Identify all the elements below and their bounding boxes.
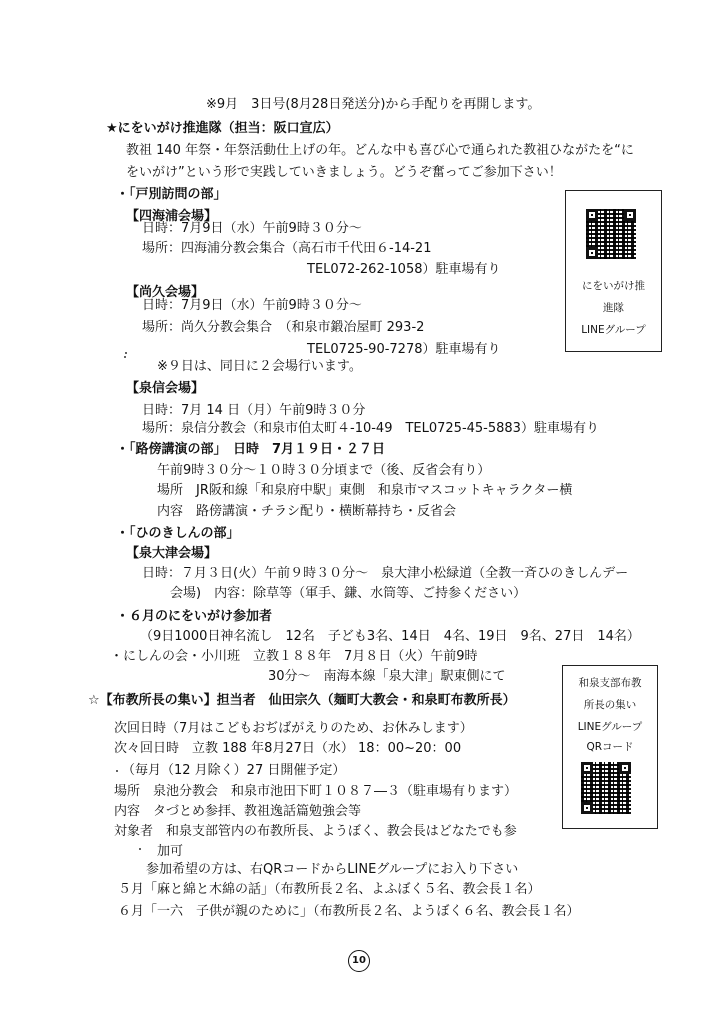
page-number: 10 <box>348 950 370 972</box>
qr-caption-3: LINEグループ <box>581 324 646 336</box>
venue-heading-shokyu: 【尚久会場】 <box>126 285 205 300</box>
intro-text-1: 教祖 140 年祭・年祭活動仕上げの年。どんな中も喜び心で通られた教祖ひながたを“に <box>126 143 634 158</box>
venue-heading-senshin: 【泉信会場】 <box>126 381 205 396</box>
notice-reissue: ※9月 3日号(8月28日発送分)から手配りを再開します。 <box>206 97 541 112</box>
qr-caption-4: QRコード <box>586 741 634 753</box>
izumiotsu-content: 会場) 内容：除草等（軍手、鎌、水筒等、ご持参ください） <box>170 586 527 601</box>
qr-caption-2: 所長の集い <box>583 699 637 711</box>
senshin-place: 場所：泉信分教会（和泉市伯太町４-10-49 TEL0725-45-5883）駐車場有り <box>142 421 599 436</box>
shokyu-datetime: 日時：7月9日（水）午前9時３０分～ <box>142 298 362 313</box>
street-preaching-place: 場所 JR阪和線「和泉府中駅」東側 和泉市マスコットキャラクター横 <box>157 483 573 498</box>
qr-code-icon[interactable] <box>586 209 636 259</box>
nishin-group-datetime: ・にしんの会・小川班 立教１８８年 7月８日（火）午前9時 <box>110 649 478 664</box>
two-venues-note: ※９日は、同日に２会場行います。 <box>157 359 362 374</box>
shikaiura-datetime: 日時：7月9日（水）午前9時３０分～ <box>142 221 362 236</box>
june-topic: ６月「一六 子供が親のために」（布教所長２名、ようぼく６名、教会長１名） <box>118 904 580 919</box>
shikaiura-place: 場所：四海浦分教会集合（高石市千代田６-14-21 <box>142 241 432 256</box>
june-participants-detail: （9日1000日神名流し 12名 子ども3名、14日 4名、19日 9名、27日 14名） <box>140 629 640 644</box>
qr-code-icon[interactable] <box>581 762 631 814</box>
speck <box>125 352 127 354</box>
shokyu-place: 場所：尚久分教会集合 （和泉市鍛冶屋町 293-2 <box>142 320 425 335</box>
subheading-hinokishin: ・「ひのきしんの部」 <box>116 526 240 541</box>
shokyu-tel: TEL0725-90-7278）駐車場有り <box>307 342 501 357</box>
intro-text-2: をいがけ”という形で実践していきましょう。どうぞ奮ってご参加下さい！ <box>126 165 562 180</box>
meeting-place: 場所 泉池分教会 和泉市池田下町１０８７―３（駐車場有ります） <box>114 784 518 799</box>
monthly-schedule-note: （毎月（12 月除く）27 日開催予定） <box>122 763 346 778</box>
street-preaching-content: 内容 路傍講演・チラシ配り・横断幕持ち・反省会 <box>157 504 457 519</box>
qr-caption-1: にをいがけ推 <box>582 280 645 292</box>
meeting-content: 内容 タづとめ参拝、教祖逸話篇勉強会等 <box>114 804 362 819</box>
section-heading-fukyosho: ☆【布教所長の集い】担当者 仙田宗久（麺町大教会・和泉町布教所長） <box>88 693 516 708</box>
meeting-target: 対象者 和泉支部管内の布教所長、ようぼく、教会長はどなたでも参 <box>114 824 517 839</box>
meeting-target-cont: 加可 <box>157 844 184 859</box>
qr-caption-2: 進隊 <box>603 302 624 314</box>
nishin-group-place: 30分～ 南海本線「泉大津」駅東側にて <box>268 669 506 684</box>
venue-heading-izumiotsu: 【泉大津会場】 <box>126 546 218 561</box>
qr-caption-1: 和泉支部布教 <box>578 677 642 689</box>
qr-caption-3: LINEグループ <box>577 721 643 733</box>
subheading-street-preaching: ・「路傍講演の部」 日時 7月１９日・２７日 <box>116 442 386 457</box>
subheading-june-participants: ・６月のにをいがけ参加者 <box>116 609 273 624</box>
section-heading-nioigake: ★にをいがけ推進隊（担当：阪口宣広） <box>106 121 339 136</box>
shikaiura-tel: TEL072-262-1058）駐車場有り <box>307 262 501 277</box>
qr-box-nioigake-line <box>565 190 662 352</box>
speck <box>124 356 126 358</box>
following-meeting-date: 次々回日時 立教 188 年8月27日（水） 18：00~20：00 <box>114 741 462 756</box>
qr-box-fukyosho-line <box>562 665 658 829</box>
may-topic: ５月「麻と綿と木綿の話」（布教所長２名、よふぼく５名、教会長１名） <box>118 882 541 897</box>
speck <box>139 848 141 850</box>
subheading-door-to-door: ・「戸別訪問の部」 <box>116 187 227 202</box>
izumiotsu-datetime: 日時：７月３日(火）午前９時３０分～ 泉大津小松緑道（全教一斉ひのきしんデー <box>142 566 629 581</box>
join-instructions: 参加希望の方は、右QRコードからLINEグループにお入り下さい <box>146 862 519 877</box>
senshin-datetime: 日時：7月 14 日（月）午前9時３０分 <box>142 403 366 418</box>
venue-heading-shikaiura: 【四海浦会場】 <box>126 209 218 224</box>
street-preaching-time: 午前9時３０分～１０時３０分頃まで（後、反省会有り） <box>157 463 491 478</box>
speck <box>116 770 118 772</box>
next-meeting-date: 次回日時（7月はこどもおぢばがえりのため、お休みします） <box>114 721 473 736</box>
